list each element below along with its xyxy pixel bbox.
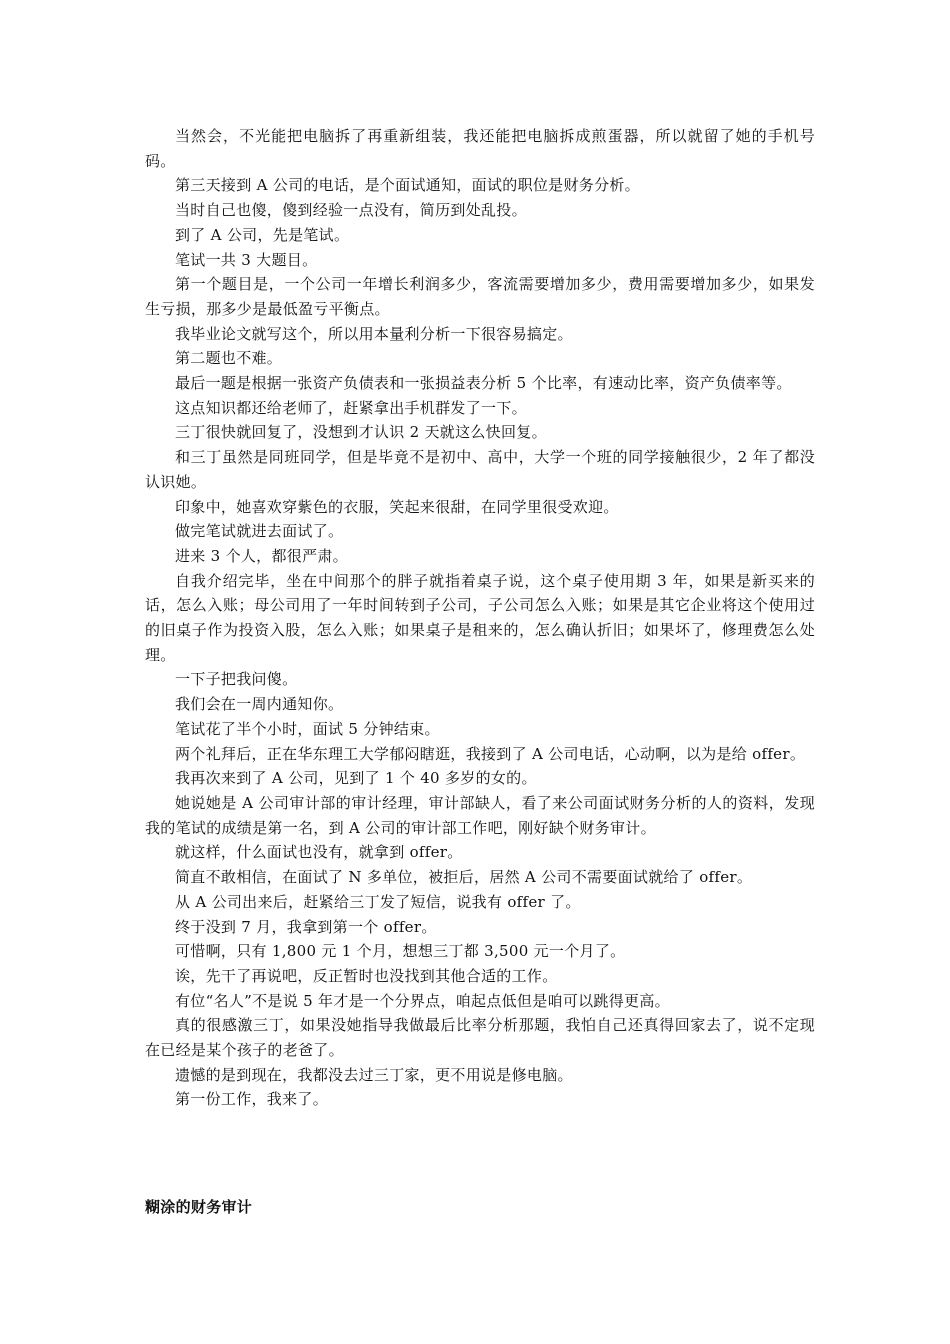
paragraph: 到了 A 公司，先是笔试。 [175,225,350,244]
paragraph: 进来 3 个人，都很严肃。 [175,546,348,565]
paragraph: 我再次来到了 A 公司，见到了 1 个 40 多岁的女的。 [175,769,537,788]
paragraph: 三丁很快就回复了，没想到才认识 2 天就这么快回复。 [175,423,547,442]
paragraph: 她说她是 A 公司审计部的审计经理，审计部缺人，看了来公司面试财务分析的人的资料，发现我的笔试的成绩是第一名，到 A 公司的审计部工作吧，刚好缺个财务审计。 [145,793,815,837]
paragraph: 一下子把我问傻。 [175,670,298,689]
paragraph: 这点知识都还给老师了，赶紧拿出手机群发了一下。 [175,398,527,417]
paragraph: 做完笔试就进去面试了。 [175,522,344,541]
paragraph: 有位“名人”不是说 5 年才是一个分界点，咱起点低但是咱可以跳得更高。 [175,991,670,1010]
paragraph: 真的很感激三丁，如果没她指导我做最后比率分析那题，我怕自己还真得回家去了，说不定现在已经是某个孩子的老爸了。 [145,1016,815,1060]
paragraph: 笔试一共 3 大题目。 [175,250,318,269]
paragraph: 可惜啊，只有 1,800 元 1 个月，想想三丁都 3,500 元一个月了。 [175,942,626,961]
paragraph: 两个礼拜后，正在华东理工大学郁闷瞎逛，我接到了 A 公司电话，心动啊，以为是给 offer。 [175,744,806,763]
paragraph: 遗憾的是到现在，我都没去过三丁家，更不用说是修电脑。 [175,1065,573,1084]
article-body [145,124,815,1112]
paragraph: 当时自己也傻，傻到经验一点没有，简历到处乱投。 [175,201,527,220]
paragraph: 当然会，不光能把电脑拆了再重新组装，我还能把电脑拆成煎蛋器，所以就留了她的手机号码。 [145,127,815,170]
paragraph: 最后一题是根据一张资产负债表和一张损益表分析 5 个比率，有速动比率，资产负债率等。 [175,374,792,393]
paragraph: 我毕业论文就写这个，所以用本量利分析一下很容易搞定。 [175,324,573,343]
paragraph: 和三丁虽然是同班同学，但是毕竟不是初中、高中，大学一个班的同学接触很少，2 年了都没认识她。 [145,448,815,491]
paragraph: 第一个题目是，一个公司一年增长利润多少，客流需要增加多少，费用需要增加多少，如果发生亏损，那多少是最低盈亏平衡点。 [145,275,815,318]
paragraph: 终于没到 7 月，我拿到第一个 offer。 [175,917,437,936]
section-heading: 糊涂的财务审计 [145,1198,253,1216]
paragraph: 第三天接到 A 公司的电话，是个面试通知，面试的职位是财务分析。 [175,176,640,195]
paragraph: 简直不敢相信，在面试了 N 多单位，被拒后，居然 A 公司不需要面试就给了 offer。 [175,868,753,887]
paragraph: 第二题也不难。 [175,349,283,368]
paragraph: 从 A 公司出来后，赶紧给三丁发了短信，说我有 offer 了。 [175,892,581,911]
paragraph: 第一份工作，我来了。 [175,1090,329,1109]
paragraph: 自我介绍完毕，坐在中间那个的胖子就指着桌子说，这个桌子使用期 3 年，如果是新买来的话，怎么入账；母公司用了一年时间转到子公司，子公司怎么入账；如果是其它企业将这个使用过的旧桌子作为投资入股，怎么入账；如果桌子是租来的，怎么确认折旧；如果坏了，修理费怎么处理。 [145,571,815,664]
paragraph: 就这样，什么面试也没有，就拿到 offer。 [175,843,463,862]
paragraph: 印象中，她喜欢穿紫色的衣服，笑起来很甜，在同学里很受欢迎。 [175,497,619,516]
paragraph: 我们会在一周内通知你。 [175,695,344,714]
paragraph: 诶，先干了再说吧，反正暂时也没找到其他合适的工作。 [175,966,558,985]
paragraph: 笔试花了半个小时，面试 5 分钟结束。 [175,719,440,738]
